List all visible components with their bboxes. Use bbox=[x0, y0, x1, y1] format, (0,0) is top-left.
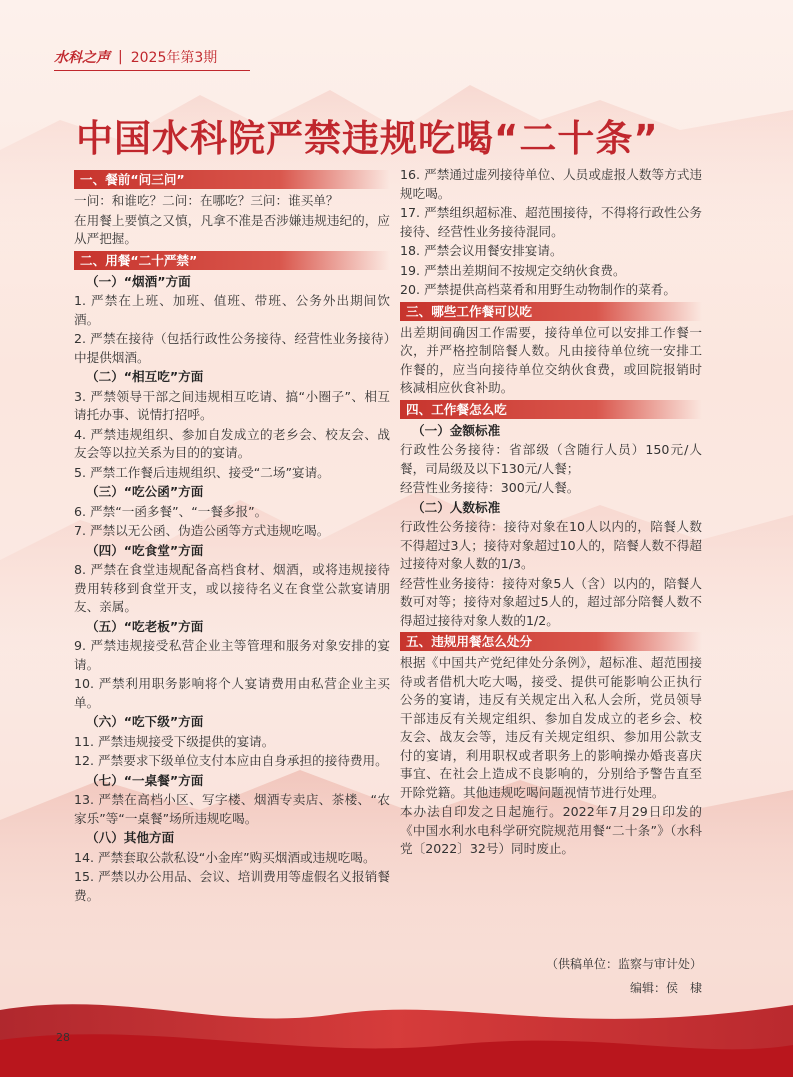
paragraph: 一问：和谁吃？二问：在哪吃？三问：谁买单？ bbox=[74, 193, 339, 208]
magazine-name: 水科之声 bbox=[54, 50, 110, 66]
right-column bbox=[400, 166, 702, 860]
list-item: 5. 严禁工作餐后违规组织、接受“二场”宴请。 bbox=[74, 464, 330, 480]
list-item: 9. 严禁违规接受私营企业主等管理和服务对象安排的宴请。 bbox=[74, 638, 390, 672]
paragraph: 出差期间确因工作需要，接待单位可以安排工作餐一次，并严格控制陪餐人数。凡由接待单位统一安排工作餐的，应当向接待单位交纳伙食费，或回院报销时核减相应伙食补助。 bbox=[400, 324, 702, 395]
subsection-heading: （四）“吃食堂”方面 bbox=[86, 542, 204, 558]
paragraph: 行政性公务接待：接待对象在10人以内的，陪餐人数不得超过3人；接待对象超过10人的，陪餐人数不得超过接待对象人数的1/3。 bbox=[400, 519, 702, 571]
list-item: 19. 严禁出差期间不按规定交纳伙食费。 bbox=[400, 262, 626, 278]
section-heading: 二、用餐“二十严禁” bbox=[74, 251, 390, 270]
page-number: 28 bbox=[56, 1031, 70, 1044]
list-item: 11. 严禁违规接受下级提供的宴请。 bbox=[74, 733, 275, 749]
list-item: 7. 严禁以无公函、伪造公函等方式违规吃喝。 bbox=[74, 523, 330, 538]
list-item: 12. 严禁要求下级单位支付本应由自身承担的接待费用。 bbox=[74, 753, 388, 768]
article-title: 中国水科院严禁违规吃喝“二十条” bbox=[76, 117, 659, 160]
list-item: 1. 严禁在上班、加班、值班、带班、公务外出期间饮酒。 bbox=[74, 293, 390, 327]
list-item: 10. 严禁利用职务影响将个人宴请费用由私营企业主买单。 bbox=[74, 676, 390, 710]
paragraph: 行政性公务接待：省部级（含随行人员）150元/人餐，司局级及以下130元/人餐； bbox=[400, 442, 702, 476]
list-item: 6. 严禁“一函多餐”、“一餐多报”。 bbox=[74, 503, 268, 519]
header-separator: | bbox=[118, 49, 123, 65]
subsection-heading: （五）“吃老板”方面 bbox=[86, 618, 204, 634]
issue-label: 2025年第3期 bbox=[130, 50, 218, 66]
source-unit: （供稿单位：监察与审计处） bbox=[545, 957, 702, 971]
page-header bbox=[54, 47, 217, 67]
list-item: 2. 严禁在接待（包括行政性公务接待、经营性业务接待）中提供烟酒。 bbox=[74, 331, 390, 365]
paragraph: 本办法自印发之日起施行。2022年7月29日印发的《中国水利水电科学研究院规范用餐“二十条”》（水科党〔2022〕32号）同时废止。 bbox=[400, 804, 702, 856]
subsection-heading: （二）人数标准 bbox=[412, 499, 501, 515]
paragraph: 经营性业务接待：接待对象5人（含）以内的，陪餐人数可对等；接待对象超过5人的，超过部分陪餐人数不得超过接待对象人数的1/2。 bbox=[400, 575, 702, 628]
paragraph: 根据《中国共产党纪律处分条例》，超标准、超范围接待或者借机大吃大喝，接受、提供可能影响公正执行公务的宴请，违反有关规定出入私人会所，党员领导干部违反有关规定组织、参加自发成立的老乡会、校友会、战友会等，违反有关规定组织、参加用公款支付的宴请，利用职权或者职务上的影响操办婚丧喜庆事宜、在社会上造成不良影响的，分别给予警告直至开除党籍。其他违规吃喝问题视情节进行处理。 bbox=[400, 655, 702, 800]
editor: 编辑：侯 棣 bbox=[629, 981, 702, 995]
list-item: 3. 严禁领导干部之间违规相互吃请、搞“小圈子”、相互请托办事、说情打招呼。 bbox=[74, 388, 390, 422]
list-item: 4. 严禁违规组织、参加自发成立的老乡会、校友会、战友会等以拉关系为目的的宴请。 bbox=[74, 426, 390, 460]
section-heading: 三、哪些工作餐可以吃 bbox=[400, 302, 702, 321]
list-item: 17. 严禁组织超标准、超范围接待，不得将行政性公务接待、经营性业务接待混同。 bbox=[400, 205, 702, 239]
list-item: 15. 严禁以办公用品、会议、培训费用等虚假名义报销餐费。 bbox=[74, 869, 390, 903]
section-heading: 五、违规用餐怎么处分 bbox=[400, 632, 702, 651]
list-item: 20. 严禁提供高档菜肴和用野生动物制作的菜肴。 bbox=[400, 282, 676, 297]
list-item: 13. 严禁在高档小区、写字楼、烟酒专卖店、茶楼、“农家乐”等“一桌餐”场所违规吃喝。 bbox=[74, 792, 390, 826]
subsection-heading: （七）“一桌餐”方面 bbox=[86, 772, 204, 788]
header-divider bbox=[54, 70, 250, 71]
list-item: 16. 严禁通过虚列接待单位、人员或虚报人数等方式违规吃喝。 bbox=[400, 167, 702, 201]
subsection-heading: （一）“烟酒”方面 bbox=[86, 273, 191, 289]
left-column bbox=[74, 168, 390, 906]
paragraph: 经营性业务接待：300元/人餐。 bbox=[400, 480, 580, 495]
article-credit bbox=[536, 952, 702, 1000]
subsection-heading: （三）“吃公函”方面 bbox=[86, 484, 204, 499]
subsection-heading: （八）其他方面 bbox=[86, 830, 175, 845]
paragraph: 在用餐上要慎之又慎，凡拿不准是否涉嫌违规违纪的，应从严把握。 bbox=[74, 212, 390, 246]
list-item: 18. 严禁会议用餐安排宴请。 bbox=[400, 243, 563, 258]
list-item: 8. 严禁在食堂违规配备高档食材、烟酒，或将违规接待费用转移到食堂开支，或以接待名义在食堂公款宴请朋友、亲属。 bbox=[74, 562, 390, 614]
subsection-heading: （二）“相互吃”方面 bbox=[86, 369, 204, 384]
subsection-heading: （一）金额标准 bbox=[412, 422, 501, 438]
section-heading: 四、工作餐怎么吃 bbox=[400, 400, 702, 419]
list-item: 14. 严禁套取公款私设“小金库”购买烟酒或违规吃喝。 bbox=[74, 849, 376, 865]
subsection-heading: （六）“吃下级”方面 bbox=[86, 714, 204, 729]
section-heading: 一、餐前“问三问” bbox=[74, 170, 390, 189]
